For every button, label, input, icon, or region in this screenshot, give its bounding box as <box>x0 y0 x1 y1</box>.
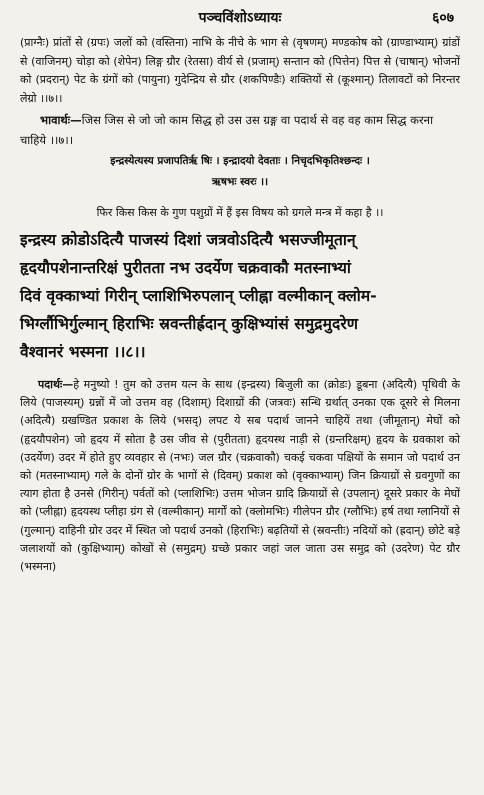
running-head <box>20 0 460 34</box>
bhavartha-label: भावार्थः— <box>40 113 82 127</box>
mantra-line: हृदयौपशेनान्तरिक्षं पुरीतता नभ उदर्येण चक्रवाकौ मतस्नाभ्यां <box>20 259 351 277</box>
rishi-devata-chhanda-line: इन्द्रस्येत्यस्य प्रजापतिर्ऋ षिः । इन्द्रादयो देवताः । निचृदभिकृतिश्छन्दः । <box>110 155 370 167</box>
mantra-block <box>20 226 460 366</box>
mantra-introduction: फिर किस किस के गुण पशुग्रों में हैं इस विषय को ग्रगले मन्त्र में कहा है ।। <box>96 206 384 219</box>
mantra-line: वैश्वानरं भस्मना ।।८।। <box>20 343 146 361</box>
previous-bhavartha <box>20 110 460 150</box>
mantra-line: दिवं वृक्काभ्यां गिरीन् प्लाशिभिरुपलान् प्लीह्ना वल्मीकान् क्लोम- <box>20 287 377 305</box>
chapter-title: पञ्चविंशोऽध्यायः <box>198 10 282 26</box>
padartha-paragraph <box>20 376 460 576</box>
padartha-label: पदार्थः— <box>38 378 74 391</box>
padartha-text: हे मनुष्यो ! तुम को उत्तम यत्न के साथ (इन्द्रस्य) बिजुली का (क्रोडः) डूबना (अदित्यै) पृथिवी के लिये (पाजस्यम्) ग्रन्नों में जो उत्तम वह (दिशाम्) दिशाग्रों की (जत्रवः) सन्धि ग्रर्थात् उनका एक दूसरे से मिलना (अदित्यै) ग्रखण्डित प्रकाश के लिये (भसद्) लपट ये सब पदार्थ जानने चाहियें तथा (जीमूतान्) मेघों को (हृदयौपशेन) जो हृदय में सोता है उस जीव से (पुरीतता) हृदयस्थ नाड़ी से (ग्रन्तरिक्षम्) हृदय के ग्रवकाश को (उदर्येण) उदर में होते हुए व्यवहार से (नभः) जल ग्रौर (चक्रवाकौ) चकई चकवा पक्षियों के समान जो पदार्थ उन को (मतस्नाभ्याम्) गले के दोनों ग्रोर के भागों से (दिवम्) प्रकाश को (वृक्काभ्याम्) जिन क्रियाग्रों से ग्रवगुणों का त्याग होता है उनसे (गिरीन्) पर्वतों को (प्लाशिभिः) उत्तम भोजन ग्रादि क्रियाग्रों से (उपलान्) दूसरे प्रकार के मेघों को (प्लीह्ना) हृदयस्थ प्लीहा ग्रंग से (वल्मीकान्) मार्गों को (क्लोमभिः) गीलेपन ग्रौर (ग्लौभिः) हर्ष तथा ग्लानियों से (गुल्मान्) दाहिनी ग्रोर उदर में स्थित जो पदार्थ उनको (हिराभिः) बढ़तियों से (स्रवन्तीः) नदियों को (ह्रदान्) छोटे बड़े जलाशयों को (कुक्षिभ्याम्) कोखों से (समुद्रम्) ग्रच्छे प्रकार जहां जल जाता उस समुद्र को (उदरेण) पेट ग्रौर (भस्मना) <box>20 378 460 574</box>
mantra-line: भिर्ग्लौभिर्गुल्मान् हिराभिः स्रवन्तीर्ह्रदान् कुक्षिभ्यांसं समुद्रमुदरेण <box>20 315 359 333</box>
page-number: ६०७ <box>432 10 454 26</box>
mantra-line: इन्द्रस्य क्रोडोऽदित्यै पाजस्यं दिशां जत्रवोऽदित्यै भसज्जीमूतान् <box>20 231 356 249</box>
previous-padartha-text: (प्राग्नैः) प्रांतों से (ग्रपः) जलों को (वस्तिना) नाभि के नीचे के भाग से (वृषणम्) मण्डकोष को (ग्राण्डाभ्याम्) ग्रांडों से (वाजिनम्) चोड़ा को (शेपेन) लिङ्ग ग्रौर (रेतसा) वीर्य से (प्रजाम्) सन्तान को (पित्तेन) पित्त से (चाषान्) भोजनों को (प्रदरान्) पेट के ग्रंगों को (पायुना) गुदेन्द्रिय से ग्रौर (शकपिण्डैः) शक्तियों से (कूश्मान्) तिलावटों को निरन्तर लेग्रो ।।७।। <box>20 36 460 105</box>
svara-line: ऋषभः स्वरः ।। <box>211 176 269 188</box>
bhavartha-text: जिस जिस से जो जो काम सिद्ध हो उस उस ग्रङ्ग वा पदार्थ से वह वह काम सिद्ध करना चाहिये ।।७।। <box>20 113 434 147</box>
